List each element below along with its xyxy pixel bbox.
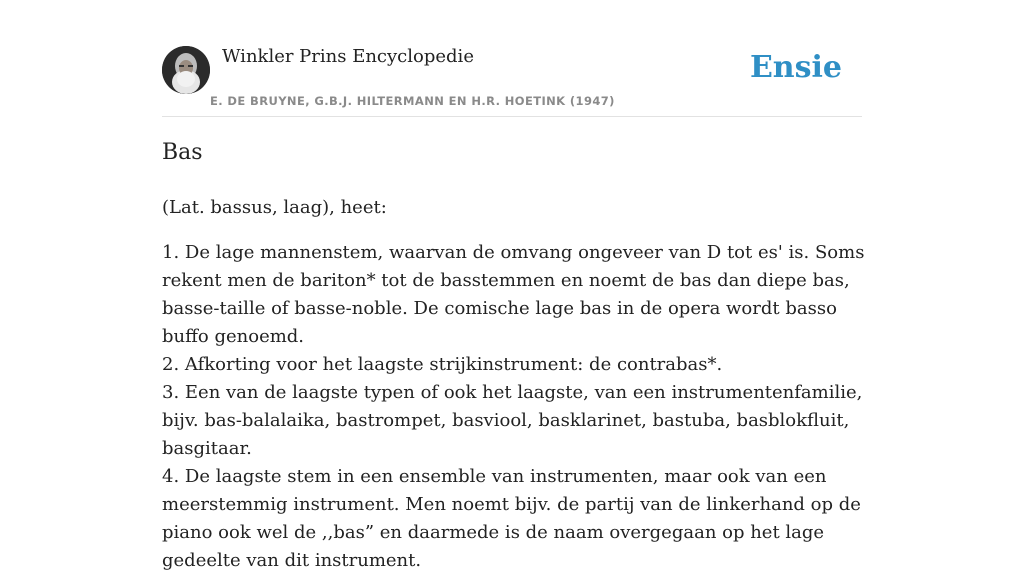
publication-title[interactable]: Winkler Prins Encyclopedie	[222, 46, 474, 67]
entry-title: Bas	[162, 140, 203, 165]
portrait-svg	[162, 46, 210, 94]
definition-item: 2. Afkorting voor het laagste strijkinstrument: de contrabas*.	[162, 354, 723, 375]
entry-intro: (Lat. bassus, laag), heet:	[162, 197, 387, 218]
definition-item: 4. De laagste stem in een ensemble van instrumenten, maar ook van een meerstemmig instrument. Men noemt bijv. de partij van de linkerhand op de piano ook wel de ,,bas” en daarmede is de naam overgegaan op het lage gedeelte van dit instrument.	[162, 466, 861, 571]
ensie-logo-link[interactable]: Ensie	[749, 50, 842, 85]
author-portrait-icon[interactable]	[162, 46, 210, 94]
publication-authors: E. DE BRUYNE, G.B.J. HILTERMANN EN H.R. HOETINK (1947)	[210, 94, 615, 108]
definition-item: 3. Een van de laagste typen of ook het laagste, van een instrumentenfamilie, bijv. bas-balalaika, bastrompet, basviool, basklarinet, bastuba, basblokfluit, basgitaar.	[162, 382, 863, 459]
definitions-list	[162, 239, 867, 575]
definition-item: 1. De lage mannenstem, waarvan de omvang ongeveer van D tot es' is. Soms rekent men de bariton* tot de basstemmen en noemt de bas dan diepe bas, basse-taille of basse-noble. De comische lage bas in de opera wordt basso buffo genoemd.	[162, 242, 865, 347]
page-container	[162, 0, 865, 571]
header	[162, 0, 862, 117]
